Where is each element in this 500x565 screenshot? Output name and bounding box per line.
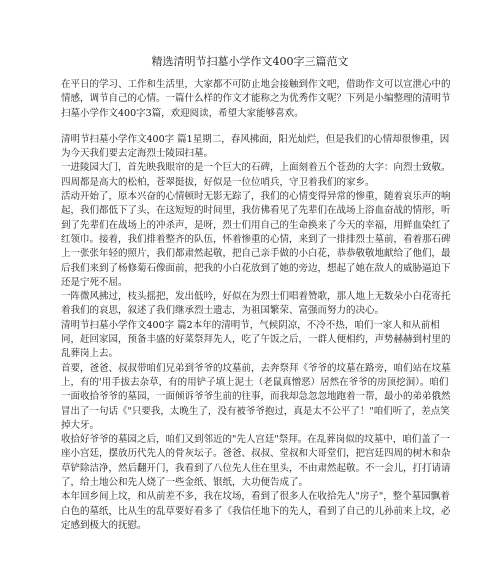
paragraph: 一进陵园大门，首先映我眼帘的是一个巨大的石碑，上面刻着五个苍劲的大字：向烈士致敬。四周都是高大的松柏，苍翠挺拔，好似是一位位哨兵，守卫着我们的家乡。 bbox=[61, 162, 451, 188]
paragraph: 一阵微风拂过，枝头摇把，发出低吟，好似在为烈士们唱着赞歌，那人地上无数朵小白花寄托着我们的哀思，叙述了我们继承烈士遗志，为祖国繁荣、富强而努力的决心。 bbox=[61, 291, 451, 317]
paragraph: 收拾好爷爷的墓园之后，咱们又到邻近的"先人宫廷"祭拜。在乱葬岗似的坟墓中，咱们盖了一座小宫廷，摆放历代先人的骨灰坛子。爸爸、叔叔、堂叔和大哥堂们，把宫廷四周的树木和杂草铲除洁净，然后翻开门，我看到了八位先人住在里头，不由肃然起敬。不一会儿，打打请请了，给土地公和先人烧了一些金纸、银纸，大功便告成了。 bbox=[61, 434, 451, 489]
spacer bbox=[61, 121, 456, 133]
document-body bbox=[61, 78, 456, 533]
paragraph: 清明节扫墓小学作文400字 篇1星期二，春风拂面，阳光灿烂，但是我们的心情却很惨重，因为今天我们要去定海烈士陵园扫墓。 bbox=[61, 133, 450, 160]
document-title: 精选清明节扫墓小学作文400字三篇范文 bbox=[151, 55, 349, 68]
paragraph: 首要，爸爸、叔叔带咱们兄弟到爷爷的坟墓前，去奔祭拜《爷爷的坟墓在路旁，咱们站在坟墓上，有的'用手拔去杂草，有的用铲子填上泥土（老鼠真憎恶）居然在爷爷的房顶挖洞）。咱们一面收拾爷爷的墓园，一面倾诉爷爷生前的往事，而我却急忽忽地跑着一帮，最小的弟弟俄然冒出了一句话《"只要我，太晚生了，没有被爷爷抱过，真是太不公平了！"咱们听了，差点笑掉大牙。 bbox=[61, 362, 451, 431]
paragraph: 本年回乡间上坟，和从前差不多，我在坟场，看到了很多人在收拾先人"房子"，整个墓园飘着白色的墓纸，比从生的乱草要好看多了《我信任地下的先人，看到了自己的儿孙前来上坟，必定感到极大的抚慰。 bbox=[61, 491, 451, 531]
intro-paragraph: 在平日的学习、工作和生活里，大家都不可防止地会接触到作文吧，借助作文可以宣泄心中的情感，调节自己的心情。一篇什么样的作文才能称之为优秀作文呢？下列是小编整理的清明节扫墓小学作文400字3篇，欢迎阅读，希望大家能够喜欢。 bbox=[61, 79, 451, 119]
paragraph: 活动开始了，原本兴奋的心情顿时无影无踪了，我们的心情变得异常的惨重，随着哀乐声的响起，我们都低下了头，在这短短的时间里，我仿佛看见了先辈们在战场上浴血奋战的情形，听到了先辈们在战场上的冲杀声，是呀，烈士们用自己的生命换来了今天的幸福，用鲜血染红了红领巾。接着，我们排着整齐的队伍，怀着惨重的心情，来到了一排排烈士墓前，看着那石碑上一张张年轻的照片，我们都肃然起敬，把自己亲手做的小白花，恭恭敬敬地献给了他们，最后我们来到了杨修菊石像面前，把我的小白花放到了她的旁边，想起了她在敌人的威胁逼迫下还是宁死不屈。 bbox=[61, 191, 451, 288]
paragraph: 清明节扫墓小学作文400字 篇2本年的清明节，气候阴凉，不冷不热，咱们一家人和从前相同，赶回家园，预备丰盛的好菜祭拜先人，吃了午饭之后，一群人便相约，声势赫赫到村里的乱葬岗上去。 bbox=[61, 319, 451, 360]
